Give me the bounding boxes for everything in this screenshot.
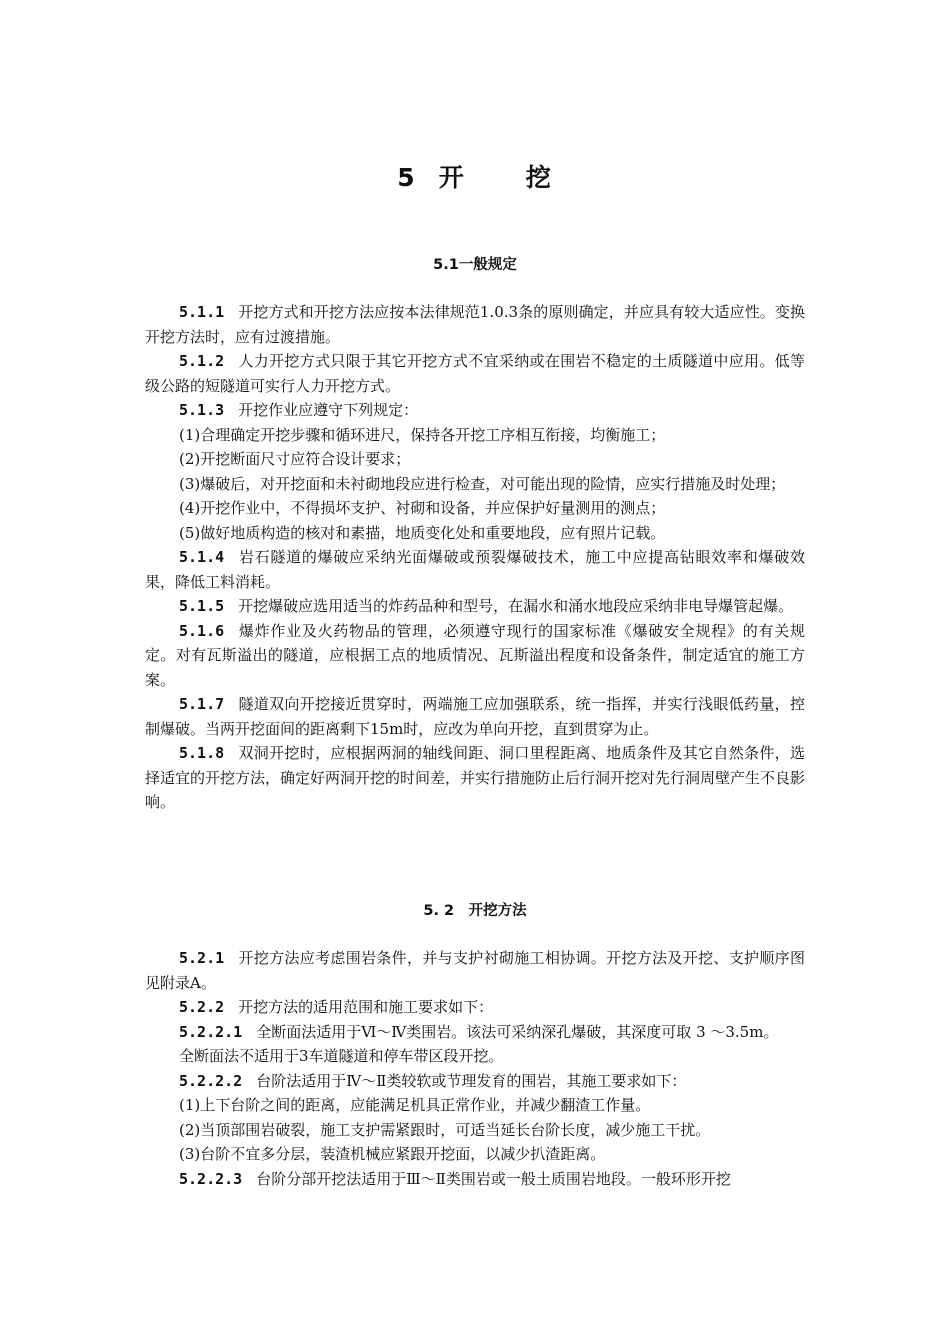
list-item: (2)开挖断面尺寸应符合设计要求； (179, 450, 411, 468)
chapter-title-part-2: 挖 (525, 163, 553, 192)
clause-text: 台阶分部开挖法适用于Ⅲ～Ⅱ类围岩或一般土质围岩地段。一般环形开挖 (256, 1169, 731, 1188)
chapter-title (0, 158, 950, 194)
clause-number: 5.2.2.2 (179, 1071, 243, 1090)
section-5-1-body (145, 300, 805, 815)
paragraph: 全断面法不适用于3车道隧道和停车带区段开挖。 (179, 1047, 504, 1065)
clause-text: 岩石隧道的爆破应采纳光面爆破或预裂爆破技术，施工中应提高钻眼效率和爆破效果，降低工料消耗。 (145, 548, 805, 591)
clause-5-1-6 (145, 619, 805, 693)
list-item: (4)开挖作业中，不得损坏支护、衬砌和设备，并应保护好量测用的测点； (179, 499, 666, 517)
list-item: (2)当顶部围岩破裂，施工支护需紧跟时，可适当延长台阶长度，减少施工干扰。 (179, 1120, 711, 1139)
clause-5-1-3 (145, 398, 805, 423)
clause-text: 人力开挖方式只限于其它开挖方式不宜采纳或在围岩不稳定的土质隧道中应用。低等级公路的短隧道可实行人力开挖方式。 (145, 352, 805, 395)
clause-5-2-2-2 (145, 1069, 805, 1094)
clause-5-1-2 (145, 349, 805, 398)
clause-number: 5.1.4 (179, 548, 225, 566)
clause-text: 开挖作业应遵守下列规定： (238, 401, 419, 419)
chapter-number: 5 (397, 163, 417, 192)
chapter-title-part-1: 开 (438, 163, 466, 192)
clause-text: 台阶法适用于Ⅳ～Ⅱ类较软或节理发育的围岩，其施工要求如下： (256, 1071, 687, 1090)
clause-5-2-2-1 (145, 1020, 805, 1045)
clause-5-2-1 (145, 946, 805, 995)
clause-text: 开挖方法的适用范围和施工要求如下： (238, 998, 494, 1016)
section-title-5-1: 5.1一般规定 (433, 257, 517, 273)
clause-number: 5.2.1 (179, 949, 225, 967)
section-5-2-body (145, 946, 805, 1191)
clause-number: 5.1.3 (179, 401, 225, 419)
clause-5-1-5 (145, 594, 805, 619)
section-title-5-2: 5. 2 开挖方法 (423, 903, 527, 919)
clause-text: 爆炸作业及火药物品的管理，必须遵守现行的国家标准《爆破安全规程》的有关规定。对有瓦斯溢出的隧道，应根据工点的地质情况、瓦斯溢出程度和设备条件，制定适宜的施工方案。 (145, 621, 805, 689)
clause-number: 5.1.8 (179, 744, 225, 762)
clause-5-1-1 (145, 300, 805, 349)
clause-5-2-2 (145, 995, 805, 1020)
clause-5-1-4 (145, 545, 805, 594)
list-item: (3)台阶不宜多分层，装渣机械应紧跟开挖面，以减少扒渣距离。 (179, 1145, 606, 1163)
list-item: (5)做好地质构造的核对和素描，地质变化处和重要地段，应有照片记载。 (179, 523, 666, 542)
clause-text: 双洞开挖时，应根据两洞的轴线间距、洞口里程距离、地质条件及其它自然条件，选择适宜的开挖方法，确定好两洞开挖的时间差，并实行措施防止后行洞开挖对先行洞周壁产生不良影响。 (145, 744, 806, 811)
clause-number: 5.1.5 (179, 597, 225, 615)
clause-text: 全断面法适用于Ⅵ～Ⅳ类围岩。该法可采纳深孔爆破，其深度可取 3 ～3.5m。 (256, 1022, 779, 1041)
clause-text: 隧道双向开挖接近贯穿时，两端施工应加强联系，统一指挥，并实行浅眼低药量，控制爆破。当两开挖面间的距离剩下15m时，应改为单向开挖，直到贯穿为止。 (145, 695, 805, 738)
clause-5-1-7 (145, 692, 805, 741)
clause-text: 开挖方法应考虑围岩条件，并与支护衬砌施工相协调。开挖方法及开挖、支护顺序图见附录A。 (145, 949, 805, 992)
list-item: (3)爆破后，对开挖面和未衬砌地段应进行检查，对可能出现的险情，应实行措施及时处理； (179, 474, 786, 493)
list-item: (1)合理确定开挖步骤和循环进尺，保持各开挖工序相互衔接，均衡施工； (179, 425, 666, 444)
clause-number: 5.1.7 (179, 695, 225, 713)
clause-5-2-2-3 (145, 1167, 805, 1192)
list-item: (1)上下台阶之间的距离，应能满足机具正常作业，并减少翻渣工作量。 (179, 1096, 651, 1114)
clause-number: 5.2.2.3 (179, 1169, 243, 1188)
clause-number: 5.2.2 (179, 998, 225, 1016)
clause-5-1-8 (145, 741, 805, 815)
clause-text: 开挖方式和开挖方法应按本法律规范1.0.3条的原则确定，并应具有较大适应性。变换开挖方法时，应有过渡措施。 (145, 303, 805, 346)
clause-text: 开挖爆破应选用适当的炸药品种和型号，在漏水和涌水地段应采纳非电导爆管起爆。 (238, 597, 794, 615)
clause-number: 5.2.2.1 (179, 1022, 243, 1041)
clause-number: 5.1.6 (179, 621, 225, 640)
clause-number: 5.1.1 (179, 303, 225, 321)
clause-number: 5.1.2 (179, 352, 225, 370)
